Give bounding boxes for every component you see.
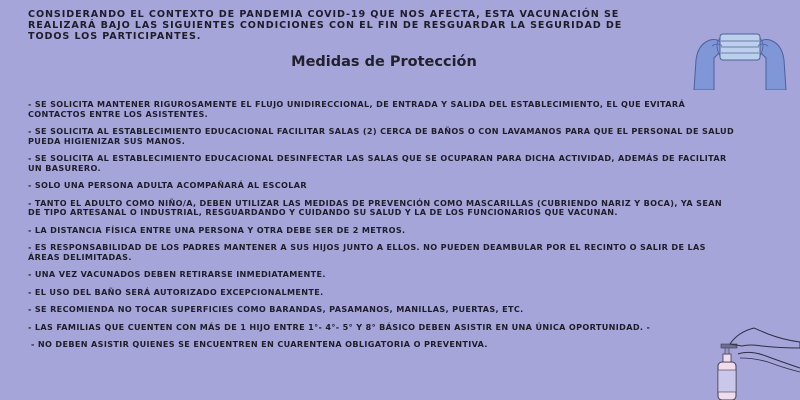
measure-item: - SOLO UNA PERSONA ADULTA ACOMPAÑARÁ AL ESCOLAR (28, 180, 307, 190)
page-title (0, 54, 800, 70)
measure-item: - LAS FAMILIAS QUE CUENTEN CON MÁS DE 1 HIJO ENTRE 1°- 4°- 5° Y 8° BÁSICO DEBEN ASISTIR EN UNA ÚNICA OPORTUNIDAD. - (28, 321, 651, 332)
measure-item: - SE SOLICITA MANTENER RIGUROSAMENTE EL FLUJO UNIDIRECCIONAL, DE ENTRADA Y SALIDA DEL ESTABLECIMIENTO, EL QUE EVITARÁ CONTACTOS ENTRE LOS ASISTENTES. (28, 99, 686, 119)
measure-item: - SE SOLICITA AL ESTABLECIMIENTO EDUCACIONAL FACILITAR SALAS (2) CERCA DE BAÑOS O CON LAVAMANOS PARA QUE EL PERSONAL DE SALUD PUEDA HIGIENIZAR SUS MANOS. (28, 126, 735, 146)
page-title-text: Medidas de Protección (291, 54, 477, 70)
measure-item: - NO DEBEN ASISTIR QUIENES SE ENCUENTREN EN CUARENTENA OBLIGATORIA O PREVENTIVA. (31, 339, 488, 349)
measure-item: - SE RECOMIENDA NO TOCAR SUPERFICIES COMO BARANDAS, PASAMANOS, MANILLAS, PUERTAS, ETC. (28, 304, 524, 314)
measures-list (28, 100, 738, 358)
measure-item: - TANTO EL ADULTO COMO NIÑO/A, DEBEN UTILIZAR LAS MEDIDAS DE PREVENCIÓN COMO MASCARILLAS (CUBRIENDO NARIZ Y BOCA), YA SEAN DE TIPO ARTESANAL O INDUSTRIAL, RESGUARDANDO Y CUIDANDO SU SALUD Y LA DE LOS FUNCIONARIOS QUE VACUNAN. (28, 197, 722, 217)
intro-paragraph: CONSIDERANDO EL CONTEXTO DE PANDEMIA COVID-19 QUE NOS AFECTA, ESTA VACUNACIÓN SE REALIZARÁ BAJO LAS SIGUIENTES CONDICIONES CON EL FIN DE RESGUARDAR LA SEGURIDAD DE TODOS LOS PARTICIPANTES. (28, 9, 623, 42)
hands-holding-mask-icon (688, 24, 792, 90)
measure-item: - ES RESPONSABILIDAD DE LOS PADRES MANTENER A SUS HIJOS JUNTO A ELLOS. NO PUEDEN DEAMBULAR POR EL RECINTO O SALIR DE LAS ÁREAS DELIMITADAS. (28, 242, 706, 262)
measure-item: - SE SOLICITA AL ESTABLECIMIENTO EDUCACIONAL DESINFECTAR LAS SALAS QUE SE OCUPARAN PARA DICHA ACTIVIDAD, ADEMÁS DE FACILITAR UN BASURERO. (28, 153, 727, 173)
hand-sanitizer-pump-icon (714, 322, 800, 400)
measure-item: - UNA VEZ VACUNADOS DEBEN RETIRARSE INMEDIATAMENTE. (28, 269, 326, 279)
measure-item: - EL USO DEL BAÑO SERÁ AUTORIZADO EXCEPCIONALMENTE. (28, 286, 324, 297)
measure-item: - LA DISTANCIA FÍSICA ENTRE UNA PERSONA Y OTRA DEBE SER DE 2 METROS. (28, 224, 406, 235)
